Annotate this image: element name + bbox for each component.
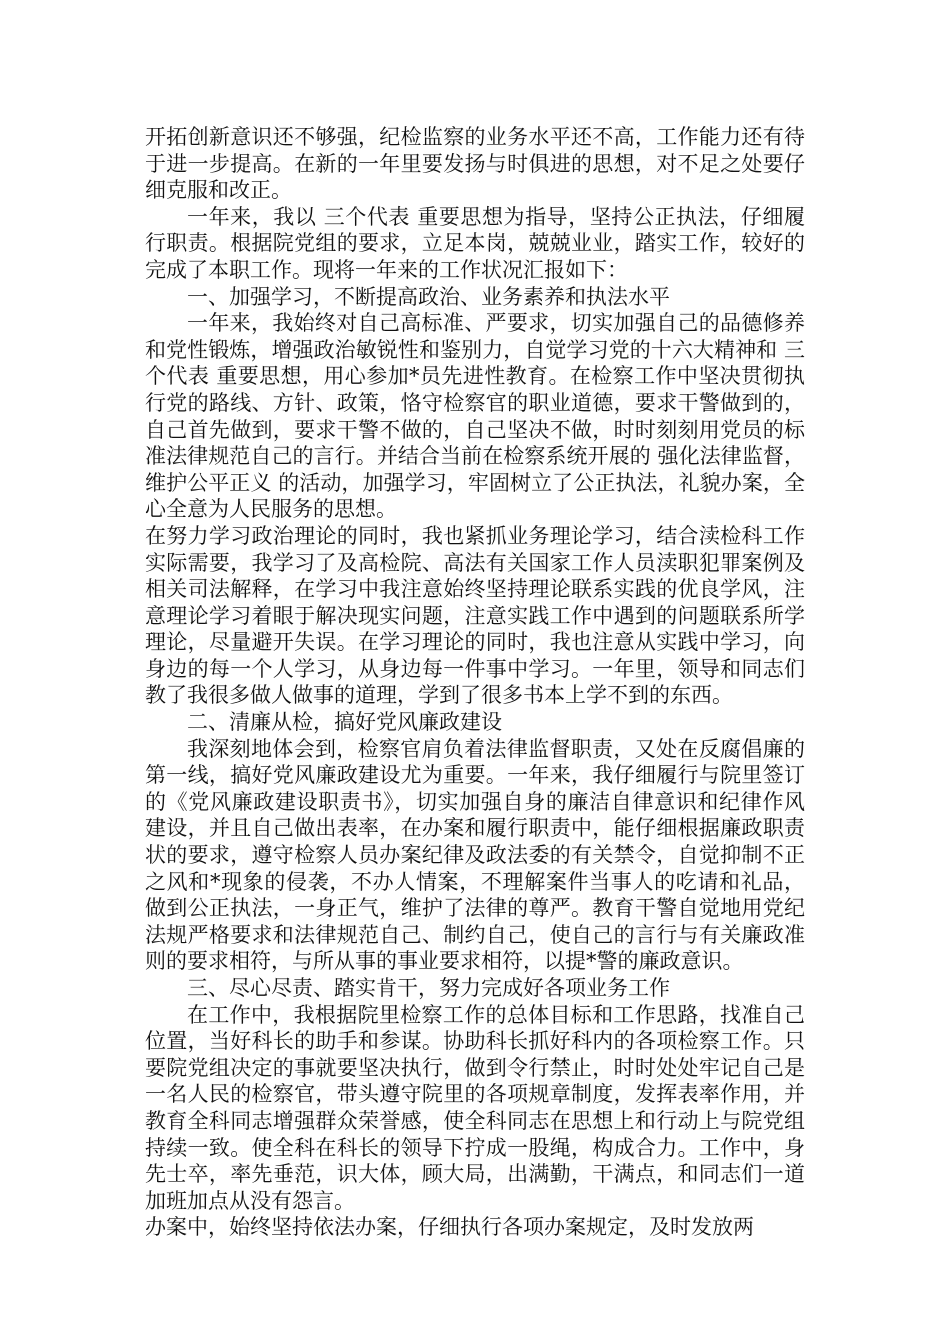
paragraph-6: 在工作中，我根据院里检察工作的总体目标和工作思路，找准自己位置，当好科长的助手和参谋。协助科长抓好科内的各项检察工作。只要院党组决定的事就要坚决执行，做到令行禁止，时时处处牢记自己是一名人民的检察官，带头遵守院里的各项规章制度，发挥表率作用，并教育全科同志增强群众荣誉感，使全科同志在思想上和行动上与院党组持续一致。使全科在科长的领导下拧成一股绳，构成合力。工作中，身先士卒，率先垂范，识大体，顾大局，出满勤，干满点，和同志们一道加班加点从没有怨言。 xyxy=(145,1002,805,1213)
paragraph-1: 开拓创新意识还不够强，纪检监察的业务水平还不高，工作能力还有待于进一步提高。在新的一年里要发扬与时俱进的思想，对不足之处要仔细克服和改正。 xyxy=(145,125,805,203)
paragraph-2: 一年来，我以 三个代表 重要思想为指导，坚持公正执法，仔细履行职责。根据院党组的要求，立足本岗，兢兢业业，踏实工作，较好的完成了本职工作。现将一年来的工作状况汇报如下： xyxy=(145,204,805,282)
paragraph-5: 我深刻地体会到，检察官肩负着法律监督职责，又处在反腐倡廉的第一线，搞好党风廉政建设尤为重要。一年来，我仔细履行与院里签订的《党风廉政建设职责书》，切实加强自身的廉洁自律意识和纪律作风建设，并且自己做出表率，在办案和履行职责中，能仔细根据廉政职责状的要求，遵守检察人员办案纪律及政法委的有关禁令，自觉抑制不正之风和*现象的侵袭，不办人情案，不理解案件当事人的吃请和礼品，做到公正执法，一身正气，维护了法律的尊严。教育干警自觉地用党纪法规严格要求和法律规范自己、制约自己，使自己的言行与有关廉政准则的要求相符，与所从事的事业要求相符，以提*警的廉政意识。 xyxy=(145,736,805,974)
document-page xyxy=(145,124,805,1241)
section-heading-1: 一、加强学习，不断提高政治、业务素养和执法水平 xyxy=(187,284,670,309)
section-heading-2: 二、清廉从检，搞好党风廉政建设 xyxy=(187,710,502,735)
paragraph-4: 在努力学习政治理论的同时，我也紧抓业务理论学习，结合渎检科工作实际需要，我学习了及高检院、高法有关国家工作人员渎职犯罪案例及相关司法解释，在学习中我注意始终坚持理论联系实践的优良学风，注意理论学习着眼于解决现实问题，注意实践工作中遇到的问题联系所学理论，尽量避开失误。在学习理论的同时，我也注意从实践中学习，向身边的每一个人学习，从身边每一件事中学习。一年里，领导和同志们教了我很多做人做事的道理，学到了很多书本上学不到的东西。 xyxy=(145,523,805,708)
paragraph-3: 一年来，我始终对自己高标准、严要求，切实加强自己的品德修养和党性锻炼，增强政治敏锐性和鉴别力，自觉学习党的十六大精神和 三个代表 重要思想，用心参加*员先进性教育。在检察工作中坚决贯彻执行党的路线、方针、政策，恪守检察官的职业道德，要求干警做到的，自己首先做到，要求干警不做的，自己坚决不做，时时刻刻用党员的标准法律规范自己的言行。并结合当前在检察系统开展的 强化法律监督，维护公平正义 的活动，加强学习，牢固树立了公正执法，礼貌办案，全心全意为人民服务的思想。 xyxy=(145,311,805,522)
paragraph-7: 办案中，始终坚持依法办案，仔细执行各项办案规定，及时发放两 xyxy=(145,1215,754,1240)
section-heading-3: 三、尽心尽责、踏实肯干，努力完成好各项业务工作 xyxy=(187,976,670,1000)
